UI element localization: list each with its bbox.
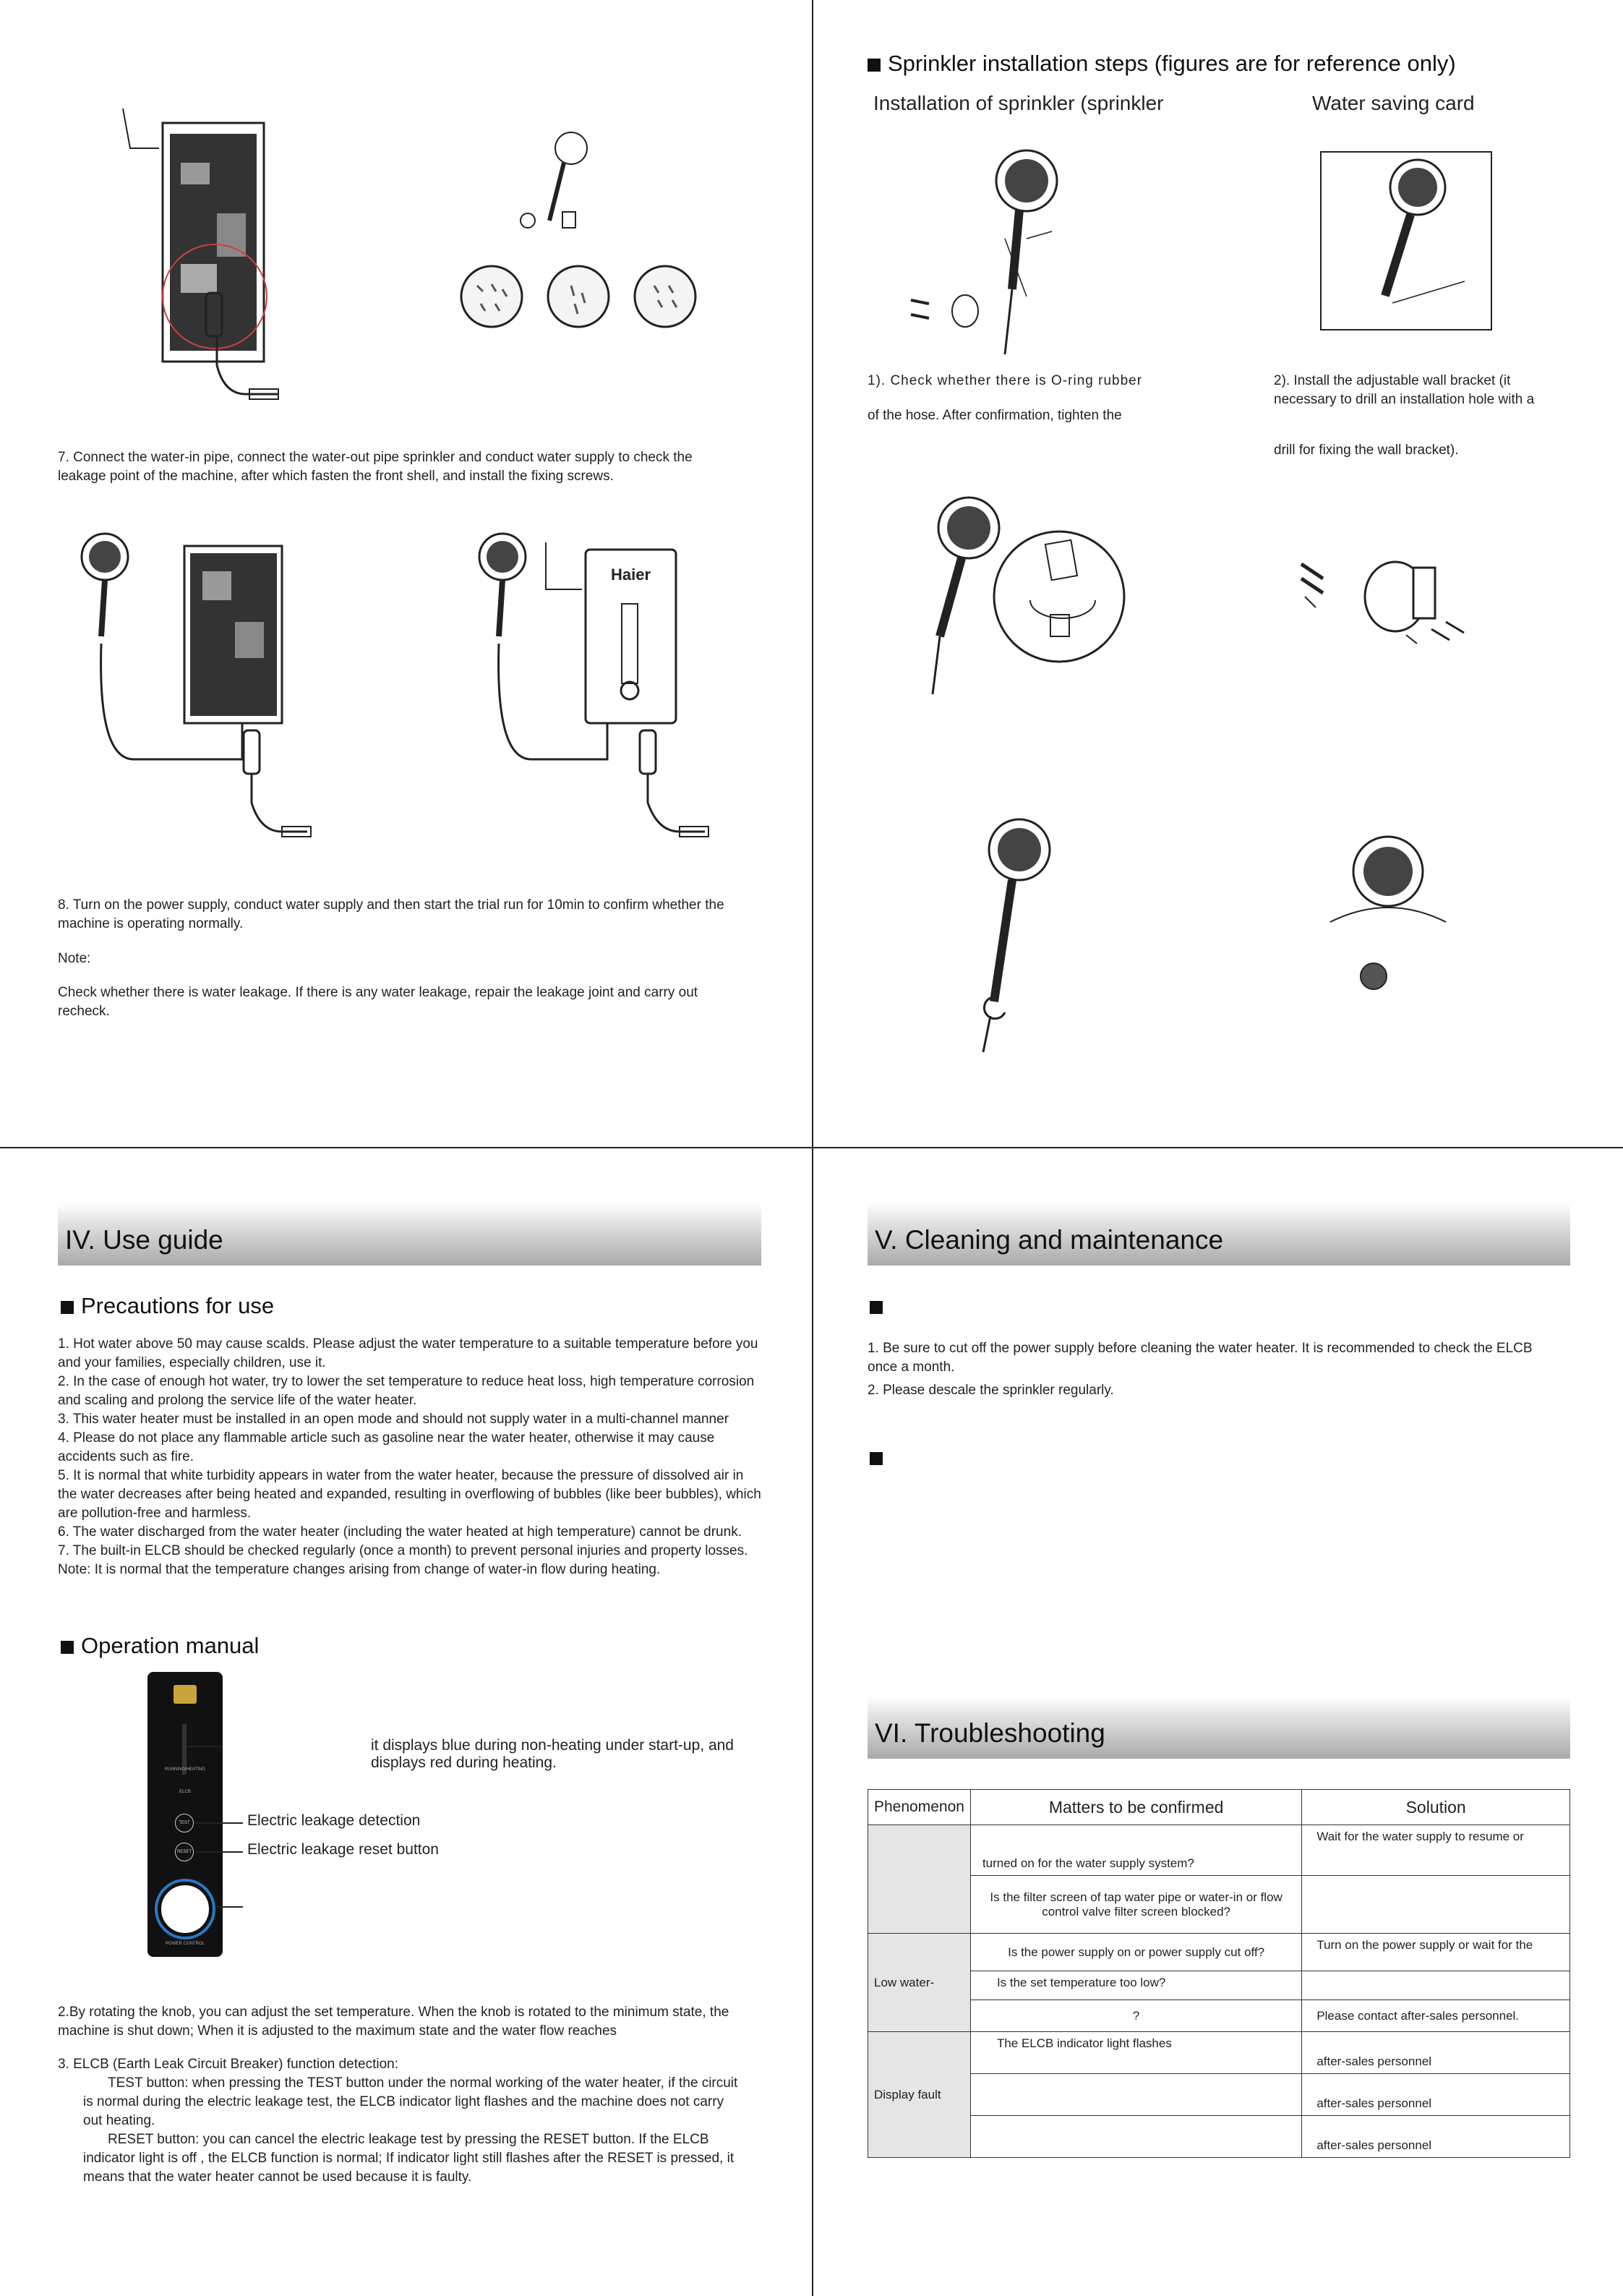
bullet-square-icon bbox=[61, 1301, 74, 1314]
operation-step2: 2.By rotating the knob, you can adjust the set temperature. When the knob is rotated to the minimum state, the machine is shut down; When it is adjusted to the maximum state and the water flow reaches bbox=[58, 2005, 729, 2039]
step7-text: 7. Connect the water-in pipe, connect the water-out pipe sprinkler and conduct water supply to check the leakage point of the machine, after which fasten the front shell, and install the fixing screws. bbox=[58, 450, 693, 484]
solution-cell: Wait for the water supply to resume or bbox=[1302, 1825, 1570, 1876]
panel-small-label-running: RUNNING/HEATING bbox=[165, 1767, 205, 1772]
panel-bottom-label: POWER CONTROL bbox=[166, 1942, 205, 1946]
leader-display bbox=[187, 1746, 223, 1747]
cleaning-title: V. Cleaning and maintenance bbox=[875, 1225, 1224, 1255]
operation-heading bbox=[61, 1633, 259, 1659]
table-row bbox=[868, 2032, 1570, 2074]
solution-cell: after-sales personnel bbox=[1302, 2074, 1570, 2116]
precautions-list bbox=[58, 1335, 766, 1579]
table-row bbox=[868, 1825, 1570, 1876]
precaution-item: 3. This water heater must be installed in an open mode and should not supply water in a multi-channel manner bbox=[58, 1412, 729, 1427]
panel-label-reset: Electric leakage reset button bbox=[247, 1841, 439, 1858]
sprinkler-step1-line2: of the hose. After confirmation, tighten the bbox=[868, 408, 1122, 423]
matter-cell: ? bbox=[970, 2000, 1301, 2032]
page-divider-horizontal bbox=[0, 1147, 1623, 1148]
leader-knob bbox=[217, 1906, 243, 1908]
note-text: Check whether there is water leakage. If there is any water leakage, repair the leakage joint and carry out recheck. bbox=[58, 985, 698, 1019]
precaution-item: 4. Please do not place any flammable article such as gasoline near the water heater, otherwise it may cause accidents such as fire. bbox=[58, 1430, 715, 1464]
header-matters: Matters to be confirmed bbox=[970, 1790, 1301, 1825]
operation-step3-reset: RESET button: you can cancel the electric leakage test by pressing the RESET button. If the ELCB indicator light is off , the ELCB function is normal; If indicator light still flashes after the RESET is pressed, it means that the water heater cannot be used because it is faulty. bbox=[83, 2132, 735, 2185]
control-panel-figure bbox=[147, 1672, 223, 1957]
heater-sprinkler-open-figure bbox=[76, 528, 314, 846]
table-row bbox=[868, 2000, 1570, 2032]
cleaning-bullet-1-icon bbox=[870, 1301, 883, 1314]
table-header-row bbox=[868, 1790, 1570, 1825]
sprinkler-hose-figure bbox=[904, 145, 1063, 354]
heater-open-wiring-figure bbox=[116, 105, 289, 409]
table-row bbox=[868, 1971, 1570, 2000]
operation-step3-title: 3. ELCB (Earth Leak Circuit Breaker) function detection: bbox=[58, 2057, 399, 2072]
troubleshooting-banner bbox=[868, 1697, 1570, 1759]
solution-cell bbox=[1302, 1971, 1570, 2000]
precaution-item: 1. Hot water above 50 may cause scalds. Please adjust the water temperature to a suitable temperature before you and your families, especially children, use it. bbox=[58, 1336, 758, 1370]
leader-reset bbox=[195, 1851, 243, 1853]
brand-badge-icon bbox=[174, 1685, 197, 1704]
operation-heading-text: Operation manual bbox=[81, 1633, 260, 1658]
matter-cell: Is the filter screen of tap water pipe or water-in or flow control valve filter screen blocked? bbox=[970, 1876, 1301, 1934]
header-solution: Solution bbox=[1302, 1790, 1570, 1825]
solution-cell: after-sales personnel bbox=[1302, 2032, 1570, 2074]
precaution-item: 6. The water discharged from the water heater (including the water heated at high temperature) cannot be drunk. bbox=[58, 1524, 742, 1540]
solution-cell: after-sales personnel bbox=[1302, 2116, 1570, 2158]
panel-label-test: Electric leakage detection bbox=[247, 1812, 421, 1829]
bullet-square-icon bbox=[61, 1641, 74, 1654]
sprinkler-steps-heading bbox=[868, 51, 1456, 77]
matter-cell bbox=[970, 2074, 1301, 2116]
header-phenomenon: Phenomenon bbox=[868, 1790, 971, 1825]
brand-logo: Haier bbox=[611, 566, 651, 584]
panel-label-display: it displays blue during non-heating under start-up, and displays red during heating. bbox=[371, 1737, 734, 1771]
temperature-knob[interactable] bbox=[158, 1882, 213, 1937]
table-row bbox=[868, 2074, 1570, 2116]
phenomenon-cell-empty bbox=[868, 1825, 971, 1934]
solution-cell: Please contact after-sales personnel. bbox=[1302, 2000, 1570, 2032]
sprinkler-step2-line2: drill for fixing the wall bracket). bbox=[1274, 443, 1459, 458]
note-label: Note: bbox=[58, 951, 91, 966]
precaution-item: 7. The built-in ELCB should be checked regularly (once a month) to prevent personal injuries and property losses. bbox=[58, 1543, 748, 1558]
sprinkler-step1-line1: 1). Check whether there is O-ring rubber bbox=[868, 373, 1143, 388]
panel-small-label-elcb: ELCB bbox=[179, 1790, 191, 1794]
solution-cell: Turn on the power supply or wait for the bbox=[1302, 1934, 1570, 1971]
cleaning-item-1: 1. Be sure to cut off the power supply before cleaning the water heater. It is recommended to check the ELCB once a month. bbox=[868, 1341, 1533, 1375]
precaution-note: Note: It is normal that the temperature changes arising from change of water-in flow during heating. bbox=[58, 1562, 661, 1577]
sprinkler-col2-title: Water saving card bbox=[1312, 92, 1475, 114]
solution-cell bbox=[1302, 1876, 1570, 1934]
sprinkler-col1-title: Installation of sprinkler (sprinkler bbox=[873, 92, 1164, 114]
troubleshooting-table bbox=[868, 1789, 1570, 2158]
step8-text: 8. Turn on the power supply, conduct water supply and then start the trial run for 10min to confirm whether the machine is operating normally. bbox=[58, 897, 724, 931]
use-guide-banner bbox=[58, 1203, 761, 1266]
sprinkler-mounted-figure bbox=[940, 814, 1063, 1052]
operation-step3-test: TEST button: when pressing the TEST button under the normal working of the water heater, if the circuit is normal during the electric leakage test, the ELCB indicator light flashes and the machine does not carry out heating. bbox=[83, 2075, 738, 2128]
matter-cell: Is the set temperature too low? bbox=[970, 1971, 1301, 2000]
table-row bbox=[868, 1934, 1570, 1971]
water-saving-card-figure bbox=[1320, 151, 1494, 332]
heater-closed-figure bbox=[474, 528, 719, 846]
precaution-item: 5. It is normal that white turbidity appears in water from the water heater, because the pressure of dissolved air in the water decreases after being heated and expanded, resulting in overflowing of bubbles (like beer bubbles), which are pollution-free and harmless. bbox=[58, 1468, 761, 1521]
cleaning-banner bbox=[868, 1203, 1570, 1266]
sprinkler-connect-figure bbox=[918, 492, 1135, 701]
troubleshooting-title: VI. Troubleshooting bbox=[875, 1718, 1105, 1748]
leader-test bbox=[195, 1822, 243, 1824]
phenomenon-low-water: Low water- bbox=[868, 1934, 971, 2032]
sprinkler-steps-heading-text: Sprinkler installation steps (figures are for reference only) bbox=[888, 51, 1456, 76]
phenomenon-display-fault: Display fault bbox=[868, 2032, 971, 2158]
sprinkler-patterns-figure bbox=[455, 119, 701, 336]
cleaning-item-2: 2. Please descale the sprinkler regularly. bbox=[868, 1383, 1114, 1398]
table-row bbox=[868, 1876, 1570, 1934]
precautions-heading-text: Precautions for use bbox=[81, 1293, 275, 1318]
precautions-heading bbox=[61, 1293, 274, 1319]
sprinkler-adjust-figure bbox=[1323, 814, 1453, 994]
wall-bracket-figure bbox=[1287, 542, 1489, 673]
table-row bbox=[868, 2116, 1570, 2158]
matter-cell bbox=[970, 2116, 1301, 2158]
cleaning-bullet-2-icon bbox=[870, 1452, 883, 1465]
test-button[interactable]: TEST bbox=[175, 1814, 194, 1832]
reset-button[interactable]: RESET bbox=[175, 1843, 194, 1861]
bullet-square-icon bbox=[868, 59, 881, 72]
matter-cell: turned on for the water supply system? bbox=[970, 1825, 1301, 1876]
sprinkler-step2-line1: 2). Install the adjustable wall bracket (it necessary to drill an installation hole with a bbox=[1274, 373, 1535, 407]
precaution-item: 2. In the case of enough hot water, try to lower the set temperature to reduce heat loss, high temperature corrosion and scaling and prolong the service life of the water heater. bbox=[58, 1374, 755, 1408]
matter-cell: Is the power supply on or power supply cut off? bbox=[970, 1934, 1301, 1971]
matter-cell: The ELCB indicator light flashes bbox=[970, 2032, 1301, 2074]
use-guide-title: IV. Use guide bbox=[65, 1225, 223, 1255]
